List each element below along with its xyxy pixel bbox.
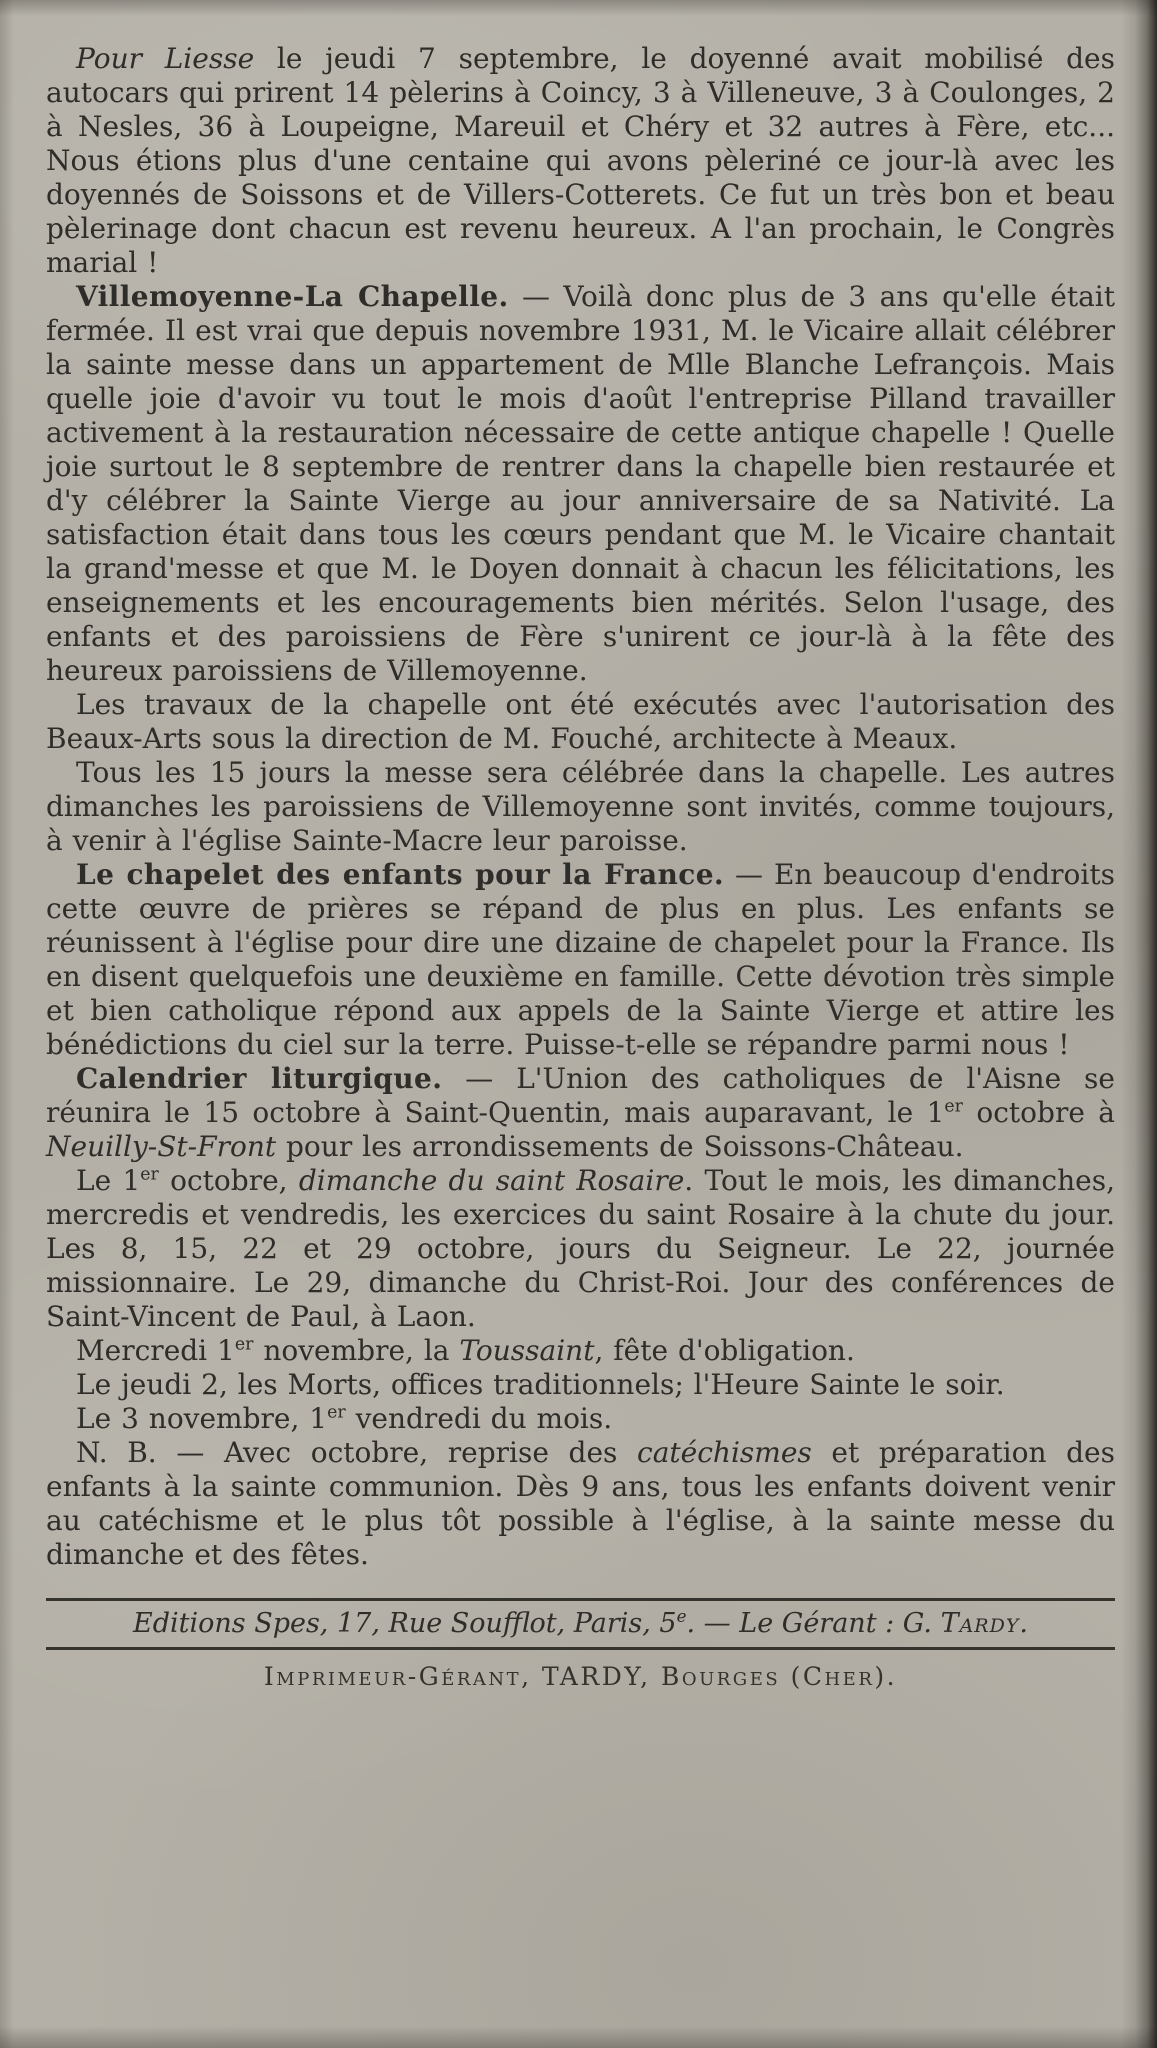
text-segment: . Tout le mois, les dimanches, mercredis et vendredis, les exercices du saint Rosaire à la chute du jour. Les 8, 15, 22 et 29 octobre, jours du Seigneur. Le 22, journée missionnaire. Le 29, dimanche du Christ-Roi. Jour des conférences de Saint-Vincent de Paul, à Laon. (46, 1164, 1115, 1333)
paragraph-toussaint (46, 1334, 1115, 1368)
page-content (46, 42, 1115, 1694)
text-segment: et préparation des enfants à la sainte communion. Dès 9 ans, tous les enfants doivent venir au catéchisme et le plus tôt possible à l'église, à la sainte messe du dimanche et des fêtes. (46, 1436, 1116, 1571)
text-segment: Tardy (940, 1608, 1020, 1639)
scan-shadow-top (0, 0, 1157, 16)
paragraph-chapelet-enfants (46, 858, 1115, 1062)
text-segment: , fête d'obligation. (594, 1334, 855, 1367)
section-heading: Le chapelet des enfants pour la France. (76, 858, 725, 891)
text-segment: Le 1 (76, 1164, 141, 1197)
text-segment: Toussaint (459, 1334, 595, 1367)
text-segment: — L'Union des catholiques de l'Aisne se réunira le 15 octobre à Saint-Quentin, mais auparavant, le 1 (46, 1062, 1115, 1129)
text-segment: Neuilly-St-Front (46, 1130, 277, 1163)
paragraph-travaux-chapelle (46, 688, 1115, 756)
text-segment: octobre à (962, 1096, 1115, 1129)
text-segment: catéchismes (637, 1436, 812, 1469)
footer-rule-bottom (46, 1647, 1115, 1650)
text-segment: Les travaux de la chapelle ont été exécutés avec l'autorisation des Beaux-Arts sous la direction de M. Fouché, architecte à Meaux. (46, 688, 1115, 755)
text-segment: . (1019, 1608, 1028, 1639)
paragraph-premier-vendredi (46, 1402, 1115, 1436)
text-segment: Pour Liesse (76, 42, 255, 75)
ordinal-superscript: er (140, 1164, 159, 1185)
text-segment: Mercredi 1 (76, 1334, 235, 1367)
text-segment: Le 3 novembre, 1 (76, 1402, 328, 1435)
paragraph-rosaire-octobre (46, 1164, 1115, 1334)
footer-publisher-line (46, 1601, 1115, 1647)
ordinal-superscript: e (676, 1606, 687, 1626)
text-segment: N. B. — Avec octobre, reprise des (76, 1436, 638, 1469)
text-segment: novembre, la (253, 1334, 460, 1367)
page-footer (46, 1598, 1115, 1694)
scan-shadow-right (1121, 0, 1157, 2048)
paragraph-liesse-pilgrimage (46, 42, 1115, 280)
ordinal-superscript: er (234, 1334, 254, 1355)
paragraph-villemoyenne-chapelle (46, 280, 1115, 688)
ordinal-superscript: er (944, 1096, 963, 1117)
section-heading: Calendrier liturgique. (76, 1062, 443, 1095)
paragraph-morts (46, 1368, 1115, 1402)
text-segment: dimanche du saint Rosaire (298, 1164, 685, 1197)
text-segment: — Voilà donc plus de 3 ans qu'elle était fermée. Il est vrai que depuis novembre 1931, M. le Vicaire allait célébrer la sainte messe dans un appartement de Mlle Blanche Lefrançois. Mais quelle joie d'avoir vu tout le mois d'août l'entreprise Pilland travailler activement à la restauration nécessaire de cette antique chapelle ! Quelle joie surtout le 8 septembre de rentrer dans la chapelle bien restaurée et d'y célébrer la Sainte Vierge au jour anniversaire de sa Nativité. La satisfaction était dans tous les cœurs pendant que M. le Vicaire chantait la grand'messe et que M. le Doyen donnait à chacun les félicitations, les enseignements et les encouragements bien mérités. Selon l'usage, des enfants et des paroissiens de Fère s'unirent ce jour-là à la fête des heureux paroissiens de Villemoyenne. (46, 280, 1115, 687)
scan-shadow-left (0, 0, 14, 2048)
text-segment: pour les arrondissements de Soissons-Château. (276, 1130, 964, 1163)
ordinal-superscript: er (327, 1402, 346, 1423)
text-segment: — En beaucoup d'endroits cette œuvre de prières se répand de plus en plus. Les enfants se réunissent à l'église pour dire une dizaine de chapelet pour la France. Ils en disent quelquefois une deuxième en famille. Cette dévotion très simple et bien catholique répond aux appels de la Sainte Vierge et attire les bénédictions du ciel sur la terre. Puisse-t-elle se répandre parmi nous ! (46, 858, 1115, 1061)
paragraph-messe-quinzaine (46, 756, 1115, 858)
paragraph-nota-bene (46, 1436, 1115, 1572)
scan-shadow-bottom (0, 2026, 1157, 2048)
text-segment: Le jeudi 2, les Morts, offices traditionnels; l'Heure Sainte le soir. (76, 1368, 1005, 1401)
text-segment: Editions Spes, 17, Rue Soufflot, Paris, 5 (133, 1608, 677, 1639)
footer-printer-line: Imprimeur-Gérant, TARDY, Bourges (Cher). (263, 1662, 898, 1691)
text-segment: vendredi du mois. (345, 1402, 613, 1435)
section-heading: Villemoyenne-La Chapelle. (76, 280, 509, 313)
text-segment: octobre, (158, 1164, 299, 1197)
text-segment: . — Le Gérant : G. (686, 1608, 941, 1639)
text-segment: Tous les 15 jours la messe sera célébrée dans la chapelle. Les autres dimanches les paroissiens de Villemoyenne sont invités, comme toujours, à venir à l'église Sainte-Macre leur paroisse. (46, 756, 1115, 857)
text-segment: le jeudi 7 septembre, le doyenné avait mobilisé des autocars qui prirent 14 pèlerins à Coincy, 3 à Villeneuve, 3 à Coulonges, 2 à Nesles, 36 à Loupeigne, Mareuil et Chéry et 32 autres à Fère, etc... Nous étions plus d'une centaine qui avons pèleriné ce jour-là avec les doyennés de Soissons et de Villers-Cotterets. Ce fut un très bon et beau pèlerinage dont chacun est revenu heureux. A l'an prochain, le Congrès marial ! (46, 42, 1115, 279)
paragraph-calendrier-liturgique (46, 1062, 1115, 1164)
